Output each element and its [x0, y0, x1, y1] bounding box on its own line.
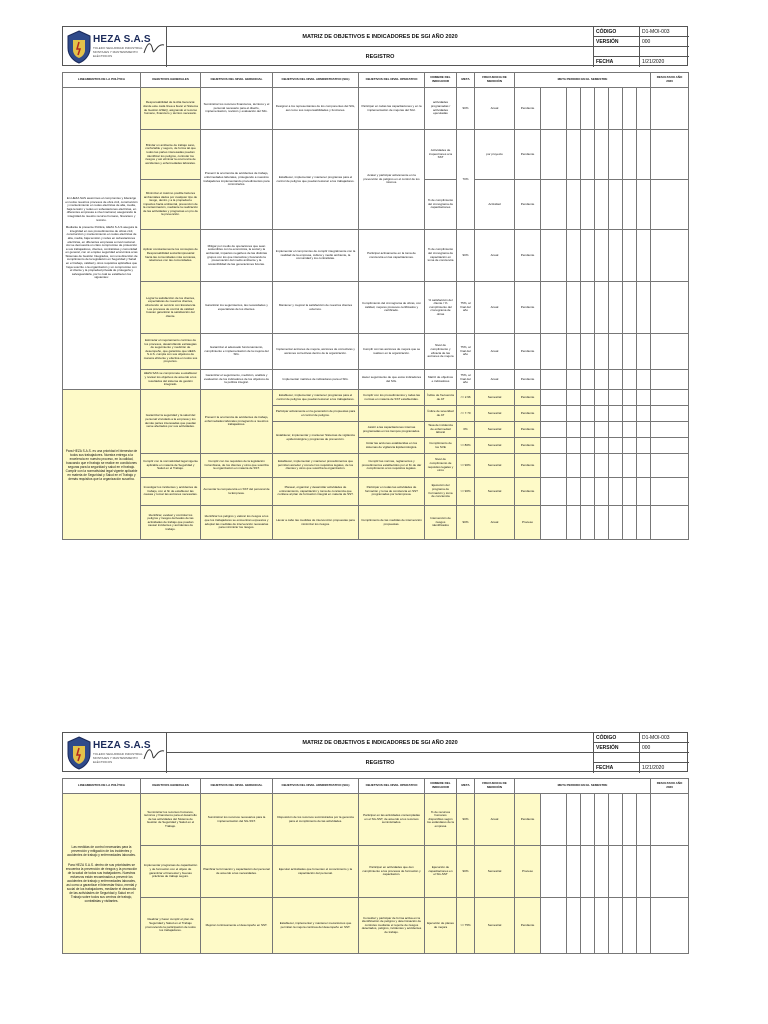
col-header: META PERIODO EN EL SEMESTRE [515, 73, 651, 88]
meta-key: FECHA [593, 763, 640, 773]
period-status: Pendiente [515, 88, 541, 130]
operative-objective: Participar en todas las actividades de formación y toma de conciencia en SST programadas por la Empresa. [359, 478, 425, 506]
goal: 90% [457, 88, 475, 130]
general-objective: Lograr la satisfacción de los clientes, expectativas de nuestros clientes, ofreciendo un servicio con Excelencia. Los procesos de control de calidad buscan garantizar la satisfacción del cliente. [141, 282, 201, 334]
goal: >= 80% [457, 438, 475, 454]
policy-text: En HEZA SAS asumimos el compromiso y liderazgo en todos nuestros procesos de obra civil, construcción y mantenimiento en redes eléctricas de alta, media, baja tensión y redes en subestaciones eléctricas, en diferentes empresas a nivel nacional, asegurando la integridad de nuestro recurso humano, financiero y técnico. [65, 195, 138, 222]
col-header: OBJETIVOS GENERALES [141, 779, 201, 794]
admin-objective: Planear, organizar y desarrollar actividades de entrenamiento, capacitación y toma de conciencia que conlleve al plan de formación integral en materia de SST. [273, 478, 359, 506]
frequency: Anual [475, 282, 515, 334]
objectives-table-page-2 [62, 778, 689, 954]
general-objective: Estimular el mejoramiento continuo de los procesos, desarrollando estrategias de seguimiento y medición de desempeño, que garantice que HEZA S.A.S. cumpla con sus objetivos de manera eficiente y efectiva en todos sus proyectos. [141, 334, 201, 370]
frequency: Semestral [475, 898, 515, 954]
col-header: META [457, 779, 475, 794]
operative-objective: Cumplimiento de las medidas de intervención propuestas. [359, 506, 425, 540]
result [651, 794, 689, 846]
col-header: OBJETIVOS DEL NIVEL GERENCIAL [201, 779, 273, 794]
col-header: RESULTADO AÑO 2020 [651, 73, 689, 88]
general-objective: Suministrar los recursos humanos, técnicos y financieros para el desarrollo de las actividades del Sistema de Gestión de Seguridad y Salud en el Trabajo. [141, 794, 201, 846]
admin-objective: Implementar el compromiso de cumplir integralmente con la realidad de la empresa, cultura y medio ambiente, la comunidad y los contratistas. [273, 230, 359, 282]
period-status: Proceso [515, 846, 541, 898]
management-objective: Aumentar la competencia en SST del personal de la Empresa. [201, 478, 273, 506]
col-header: OBJETIVOS GENERALES [141, 73, 201, 88]
period-status: Pendiente [515, 230, 541, 282]
goal: 70% [457, 130, 475, 230]
indicator-name: % satisfacción del cliente / % cumplimiento del cronograma de obras [425, 282, 457, 334]
table-row [63, 898, 689, 954]
col-header: OBJETIVOS DEL NIVEL OPERATIVO [359, 779, 425, 794]
result [651, 390, 689, 406]
col-header: FRECUENCIA DE MEDICIÓN [475, 73, 515, 88]
indicator-name: Ejecución de capacitaciones en el SG-SST [425, 846, 457, 898]
title-block [167, 733, 647, 773]
period-status: Pendiente [515, 898, 541, 954]
indicator-name: % de cumplimiento del cronograma de capacitación en toma de conciencia [425, 230, 457, 282]
meta-block [593, 733, 689, 773]
admin-objective: Ejecutar actividades que fomenten el conocimiento y la capacitación del personal. [273, 846, 359, 898]
general-objective: Garantizar la seguridad y la salud del personal vinculado a la empresa y los demás partes interesadas que puedan verse afectados por sus actividades. [141, 390, 201, 454]
result [651, 898, 689, 954]
company-subtitle: TOLEDO SEGURIDAD INDUSTRIAL MONTAJES Y MANTENIMIENTO ELÉCTRICOS [93, 752, 143, 764]
indicator-name: Actividades de inspecciones a la SST [425, 130, 457, 180]
frequency: Semestral [475, 406, 515, 422]
frequency: Actividad [475, 180, 515, 230]
table-row [63, 846, 689, 898]
table-row [63, 478, 689, 506]
admin-objective: Mantener y mejorar la satisfacción de nuestros clientes externos. [273, 282, 359, 334]
result [651, 478, 689, 506]
general-objective: Minimizar el máximo posible factores ambientales dados por cualquier tipo de riesgo, dentro y a la propiedad e impactos hacia ambiental, prevención de la contaminación, mediante la realización de las actividades y programas en pro de la prevención. [141, 180, 201, 230]
management-objective: Prevenir la ocurrencia de accidentes de trabajo, enfermedades laborales protegiendo a nuestros trabajadores. [201, 390, 273, 454]
operative-objective: Cumplimiento del cronograma de obras, con calidad, mejores procesos certificados y certificado. [359, 282, 425, 334]
table-row [63, 130, 689, 180]
goal: 90% [457, 230, 475, 282]
management-objective: Suministrar los recursos financieros, técnicos y el personal necesario para el diseño, implementación, revisión y evaluación del SIG. [201, 88, 273, 130]
indicator-name: Ejecución del programa de Formación y toma de conciencia [425, 478, 457, 506]
table-row [63, 794, 689, 846]
company-logo [63, 27, 167, 67]
meta-value: D1-MOI-003 [642, 29, 670, 35]
goal: 75%, al final del año [457, 334, 475, 370]
goal: <= 7.70 [457, 406, 475, 422]
indicator-name: Nivel de cumplimiento de requisitos legales y otros [425, 454, 457, 478]
indicator-name: Índice de frecuencia de AT [425, 390, 457, 406]
admin-objective: Implementar matrices de indicadores para el SIG. [273, 370, 359, 390]
period-status: Pendiente [515, 438, 541, 454]
indicator-name: % de recursos humanos disponibles según los estándares de la empresa [425, 794, 457, 846]
policy-cell [63, 794, 141, 954]
period-status: Pendiente [515, 794, 541, 846]
policy-text: Para HEZA S.A.S. dentro de sus prioridades se encuentra la prevención de riesgos y la promoción de la salud de todos sus trabajadores. Nuestros esfuerzos están encaminados a prevenir los accidentes de trabajo y enfermedades laborales, así como a garantizar el bienestar físico, mental y social de los trabajadores, mediante el desarrollo de las actividades de Seguridad y Salud en el Trabajo sobre todos sus centros de trabajo, contratistas y visitantes. [65, 862, 138, 903]
meta-key [593, 753, 640, 763]
meta-key: CÓDIGO [593, 27, 640, 37]
management-objective: Prevenir la ocurrencia de accidentes de trabajo, enfermedades laborales, protegiendo a nuestros trabajadores implementando procedimientos para minimizarlos. [201, 130, 273, 230]
indicator-name: Cumplimiento de los SVE [425, 438, 457, 454]
signature-mark-icon [143, 745, 165, 763]
indicator-name: Matriz de objetivos e indicadores [425, 370, 457, 390]
meta-key: CÓDIGO [593, 733, 640, 743]
meta-key: VERSIÓN [593, 743, 640, 753]
document-title: MATRIZ DE OBJETIVOS E INDICADORES DE SGI AÑO 2020 [167, 733, 593, 753]
frequency: Semestral [475, 422, 515, 438]
operative-objective: Participar activamente en la toma de conciencia en las capacitaciones. [359, 230, 425, 282]
goal: 90% [457, 506, 475, 540]
general-objective: Investigar los incidentes y accidentes de trabajo, con el fin de establecer las causas y tomar las acciones necesarias. [141, 478, 201, 506]
admin-objective: Establecer, implementar y mantener procedimientos que permitan acceder y conocer los requisitos legales, de los clientes y otros que suscriba la organización. [273, 454, 359, 478]
meta-row-blank [593, 47, 689, 57]
frequency: Anual [475, 506, 515, 540]
period-status: Pendiente [515, 334, 541, 370]
general-objective: Implementar programas de capacitación y de formación con el objeto de garantizar el bienestar y buenas prácticas de trabajo seguro. [141, 846, 201, 898]
frequency: Semestral [475, 438, 515, 454]
operative-objective: Participar en actividades que den cumplimiento a los procesos de formación y capacitación. [359, 846, 425, 898]
goal: 90% [457, 846, 475, 898]
company-subtitle: TOLEDO SEGURIDAD INDUSTRIAL MONTAJES Y MANTENIMIENTO ELÉCTRICOS [93, 46, 143, 58]
goal: <= 2.96 [457, 390, 475, 406]
meta-value [640, 753, 689, 763]
result [651, 282, 689, 334]
col-header: OBJETIVOS DEL NIVEL ADMINISTRATIVO (SIG) [273, 779, 359, 794]
table-row [63, 282, 689, 334]
frequency: Anual [475, 370, 515, 390]
result [651, 370, 689, 390]
operative-objective: Cumplir las normas, reglamentos y procedimientos establecidos por el fin de dar cumplimiento a los requisitos legales. [359, 454, 425, 478]
company-name: HEZA S.A.S [93, 34, 151, 45]
indicator-name: Ejecución de planes de mejora [425, 898, 457, 954]
table-row [63, 334, 689, 370]
operative-objective: Asistir a las capacitaciones internas programadas en los tiempos programados. [359, 422, 425, 438]
goal: 75%, al final del año [457, 282, 475, 334]
admin-objective: Disposición de los recursos suministrados por la gerencia para el cumplimiento de las actividades. [273, 794, 359, 846]
table-row [63, 230, 689, 282]
period-status: Pendiente [515, 390, 541, 406]
col-header: LINEAMIENTOS DE LA POLÍTICA [63, 779, 141, 794]
result [651, 454, 689, 478]
period-status: Pendiente [515, 370, 541, 390]
general-objective: Realizar y hacer cumplir el plan de Seguridad y Salud en el Trabajo promoviendo la participación de todos los trabajadores. [141, 898, 201, 954]
policy-text: Para HEZA S.A.S. es una prioridad el bienestar de todos sus trabajadores. Nuestra entrega a la excelencia en nuestro proceso, en la calidad, buscando que el trabajo se realice en condiciones seguras para la seguridad y salud en el trabajo. Cumplir con la normatividad legal vigente aplicable en materia de Seguridad y Salud en el Trabajo y demás requisitos que la organización suscriba. [65, 448, 138, 481]
admin-objective: Llevar a cabo las medidas de intervención propuestas para minimizar los riesgos. [273, 506, 359, 540]
meta-value [640, 47, 689, 57]
col-header: FRECUENCIA DE MEDICIÓN [475, 779, 515, 794]
policy-cell [63, 88, 141, 390]
management-objective: Mejorar continuamente el desempeño en SST. [201, 898, 273, 954]
frequency: Anual [475, 794, 515, 846]
sheet-page-2 [62, 732, 688, 956]
signature-mark-icon [143, 39, 165, 57]
result [651, 422, 689, 438]
document-header [62, 732, 688, 772]
col-header: LINEAMIENTOS DE LA POLÍTICA [63, 73, 141, 88]
policy-cell [63, 390, 141, 540]
management-objective: Garantizar el seguimiento, medición, análisis y evaluación de los indicadores de los objetivos de la política integral. [201, 370, 273, 390]
col-header: NOMBRE DEL INDICADOR [425, 779, 457, 794]
sheet-page-1 [62, 26, 688, 564]
document-header [62, 26, 688, 66]
col-header: META PERIODO EN EL SEMESTRE [515, 779, 651, 794]
meta-block [593, 27, 689, 67]
document-title: MATRIZ DE OBJETIVOS E INDICADORES DE SGI AÑO 2020 [167, 27, 593, 47]
admin-objective: Establecer, implementar y mantener Sistemas de vigilancia epidemiológica y programas de prevención. [273, 422, 359, 454]
meta-row-version [593, 743, 689, 753]
result [651, 88, 689, 130]
table-row [63, 390, 689, 406]
result [651, 130, 689, 180]
management-objective: Suministrar los recursos necesarios para la implementación del SG-SST. [201, 794, 273, 846]
meta-value: 1/21/2020 [642, 765, 665, 771]
table-row [63, 370, 689, 390]
management-objective: Planificar la formación y capacitación del personal de acuerdo a las necesidades. [201, 846, 273, 898]
result [651, 846, 689, 898]
meta-row-version [593, 37, 689, 47]
policy-text: Mediante la presente Política, HEZA S.A.S asegura la integridad en sus procedimientos de obras civil, construcción y mantenimiento en redes eléctricas de alta, media, baja tensión y redes en subestaciones eléctricas, en diferentes empresas a nivel nacional. Así se demuestra un claro compromiso de protección a sus trabajadores, clientes, contratistas y comunidad en general, con un empleo seguridad económica a las Sistemas de Gestión Integrados, con una dirección de cumplimiento de la legislación en Seguridad y Salud en el trabajo, calidad y otros requisitos aplicables que haya suscrito o la organización y un compromiso con el cliente y la propiedad privada de protegerla y salvaguardarla, por lo cual se establecen los siguientes: [65, 225, 138, 280]
general-objective: HEZA SAS se compromete a establecer y revisar los objetivos de acuerdo a los resultados del sistema de gestión integrado. [141, 370, 201, 390]
meta-key [593, 47, 640, 57]
title-block [167, 27, 647, 67]
result [651, 180, 689, 230]
management-objective: Garantizar el adecuado funcionamiento, cumplimiento e implementación de la mejora del SIG. [201, 334, 273, 370]
meta-row-code [593, 733, 689, 743]
management-objective: Identificar los peligros y valorar los riesgos a los que los trabajadores se encuentran expuestos y adoptar las medidas de intervención necesarias para minimizar los riesgos. [201, 506, 273, 540]
general-objective: Aplicar constantemente los conceptos de Responsabilidad social Empresarial hacia las comunidades más cercanas, relaciones con las comunidades. [141, 230, 201, 282]
operative-objective: Participar en todas las capacitaciones y en la implementación de mejoras del SGI. [359, 88, 425, 130]
period-status: Pendiente [515, 406, 541, 422]
frequency: Semestral [475, 846, 515, 898]
general-objective: Responsabilidad de la Alta Gerencia: donde este cada línea a llevar el Sistema de Gestión HSEQ, asignando el recurso humano, financiero y técnico necesario. [141, 88, 201, 130]
frequency: Anual [475, 230, 515, 282]
meta-row-blank [593, 753, 689, 763]
table-row [63, 454, 689, 478]
company-logo [63, 733, 167, 773]
frequency: Semestral [475, 454, 515, 478]
meta-row-code [593, 27, 689, 37]
meta-value: 000 [642, 39, 651, 45]
meta-row-date [593, 763, 689, 773]
operative-objective: Consultar y participar de forma activa en la identificación de peligros y determinación de controles mediante el reporte de riesgos detectados, peligros, incidentes y accidentes de trabajo. [359, 898, 425, 954]
objectives-table-page-1 [62, 72, 689, 540]
meta-key: FECHA [593, 57, 640, 67]
goal: 90% [457, 794, 475, 846]
indicator-name: Tasa de incidencia de enfermedad laboral [425, 422, 457, 438]
period-status: Pendiente [515, 180, 541, 230]
meta-value: 1/21/2020 [642, 59, 665, 65]
operative-objective: Hacer seguimiento de que estos indicadores del SIG. [359, 370, 425, 390]
col-header: RESULTADO AÑO 2020 [651, 779, 689, 794]
admin-objective: Designar a los representantes de los componentes del SIG, así como sus responsabilidades y funciones. [273, 88, 359, 130]
frequency: Semestral [475, 390, 515, 406]
management-objective: Mitigar por medio de operaciones que sean sostenibles con la económica, la social y la ambiental, impactos negativos de las distintas grupos con los que interactúa y buscando la preservación del medio ambiente y la sostenibilidad de las generaciones futuras. [201, 230, 273, 282]
result [651, 506, 689, 540]
goal: >= 75% [457, 898, 475, 954]
col-header: META [457, 73, 475, 88]
company-name: HEZA S.A.S [93, 740, 151, 751]
general-objective: Identificar, evaluar y controlar los peligros y riesgos derivados de las actividades de trabajo que puedan causar incidentes y accidentes de trabajo. [141, 506, 201, 540]
table-header-row [63, 779, 689, 794]
col-header: OBJETIVOS DEL NIVEL GERENCIAL [201, 73, 273, 88]
operative-objective: Cumplir con los procedimientos y todas las normas en materia de SST establecidas. [359, 390, 425, 406]
period-status: Pendiente [515, 454, 541, 478]
frequency: por proyecto [475, 130, 515, 180]
indicator-name: actividades programadas / actividades ejecutadas [425, 88, 457, 130]
admin-objective: Establecer, implementar y mantener programas para el control de peligros que puedan lesionar a los trabajadores. [273, 390, 359, 406]
col-header: OBJETIVOS DEL NIVEL ADMINISTRATIVO (SIG) [273, 73, 359, 88]
admin-objective: Participar activamente en la generación de propuestas para el control de peligros. [273, 406, 359, 422]
meta-key: VERSIÓN [593, 37, 640, 47]
table-row [63, 88, 689, 130]
meta-value: 000 [642, 745, 651, 751]
frequency: Semestral [475, 478, 515, 506]
logo-emblem-icon [66, 736, 92, 770]
policy-text: Las medidas de control necesarias para la prevención y mitigación de los incidentes y accidentes de trabajo y enfermedades laborales. [67, 844, 136, 857]
operative-objective: Acatar y participar activamente en la prevención de peligros en el control de los mismos. [359, 130, 425, 230]
meta-row-date [593, 57, 689, 67]
indicator-name: Índice de severidad de AT [425, 406, 457, 422]
period-status: Pendiente [515, 282, 541, 334]
meta-value: D1-MOI-003 [642, 735, 670, 741]
frequency: Anual [475, 88, 515, 130]
general-objective: Cumplir con la normatividad legal vigente aplicable en materia de Seguridad y Salud en el Trabajo. [141, 454, 201, 478]
result [651, 406, 689, 422]
result [651, 230, 689, 282]
goal: >= 90% [457, 478, 475, 506]
general-objective: Brindar un ambiente de trabajo sano, confortable y seguro, de forma tal que todos las partes interesadas puedan identificar los peligros, controlar los riesgos y así eliminar la ocurrencia de accidentes y enfermedades laborales. [141, 130, 201, 180]
table-row [63, 506, 689, 540]
period-status: Pendiente [515, 478, 541, 506]
period-status: Pendiente [515, 130, 541, 180]
admin-objective: Establecer, implementar y mantener programas para el control de peligros que puedan lesionar a los trabajadores. [273, 130, 359, 230]
operative-objective [359, 406, 425, 422]
operative-objective: Participar en las actividades contempladas en el SG-SST, de acuerdo a los recursos suministrados. [359, 794, 425, 846]
indicator-name: % de cumplimiento del cronograma de capacitaciones [425, 180, 457, 230]
operative-objective: Cumplir con las acciones de mejora que se realicen en la organización. [359, 334, 425, 370]
period-status: Pendiente [515, 422, 541, 438]
indicator-name: Intervención de riesgos identificados [425, 506, 457, 540]
result [651, 438, 689, 454]
management-objective: Cumplir con los requisitos de la legislación Colombiana, de los clientes y otros que suscriba la organización en materia de SST. [201, 454, 273, 478]
operative-objective: Imitar las acciones establecidas en los sistemas de vigilancia Epidemiológica. [359, 438, 425, 454]
management-objective: Garantizar los seguimientos, las necesidades y expectativas de los clientes. [201, 282, 273, 334]
period-status: Proceso [515, 506, 541, 540]
document-subtitle: REGISTRO [365, 760, 395, 766]
logo-emblem-icon [66, 30, 92, 64]
goal: 0% [457, 422, 475, 438]
col-header: OBJETIVOS DEL NIVEL OPERATIVO [359, 73, 425, 88]
table-header-row [63, 73, 689, 88]
result [651, 334, 689, 370]
frequency: Anual [475, 334, 515, 370]
col-header: NOMBRE DEL INDICADOR [425, 73, 457, 88]
goal: 75%, al final del año [457, 370, 475, 390]
goal: >= 90% [457, 454, 475, 478]
indicator-name: Nivel de cumplimiento y eficacia de las acciones de mejora [425, 334, 457, 370]
admin-objective: Establecer, implementar y mantener mecanismos que permitan la mejora continua del desempeño en SST. [273, 898, 359, 954]
admin-objective: Implementar acciones de mejora, acciones de correctivas y acciones correctivas dentro de la organización. [273, 334, 359, 370]
document-subtitle: REGISTRO [365, 54, 395, 60]
